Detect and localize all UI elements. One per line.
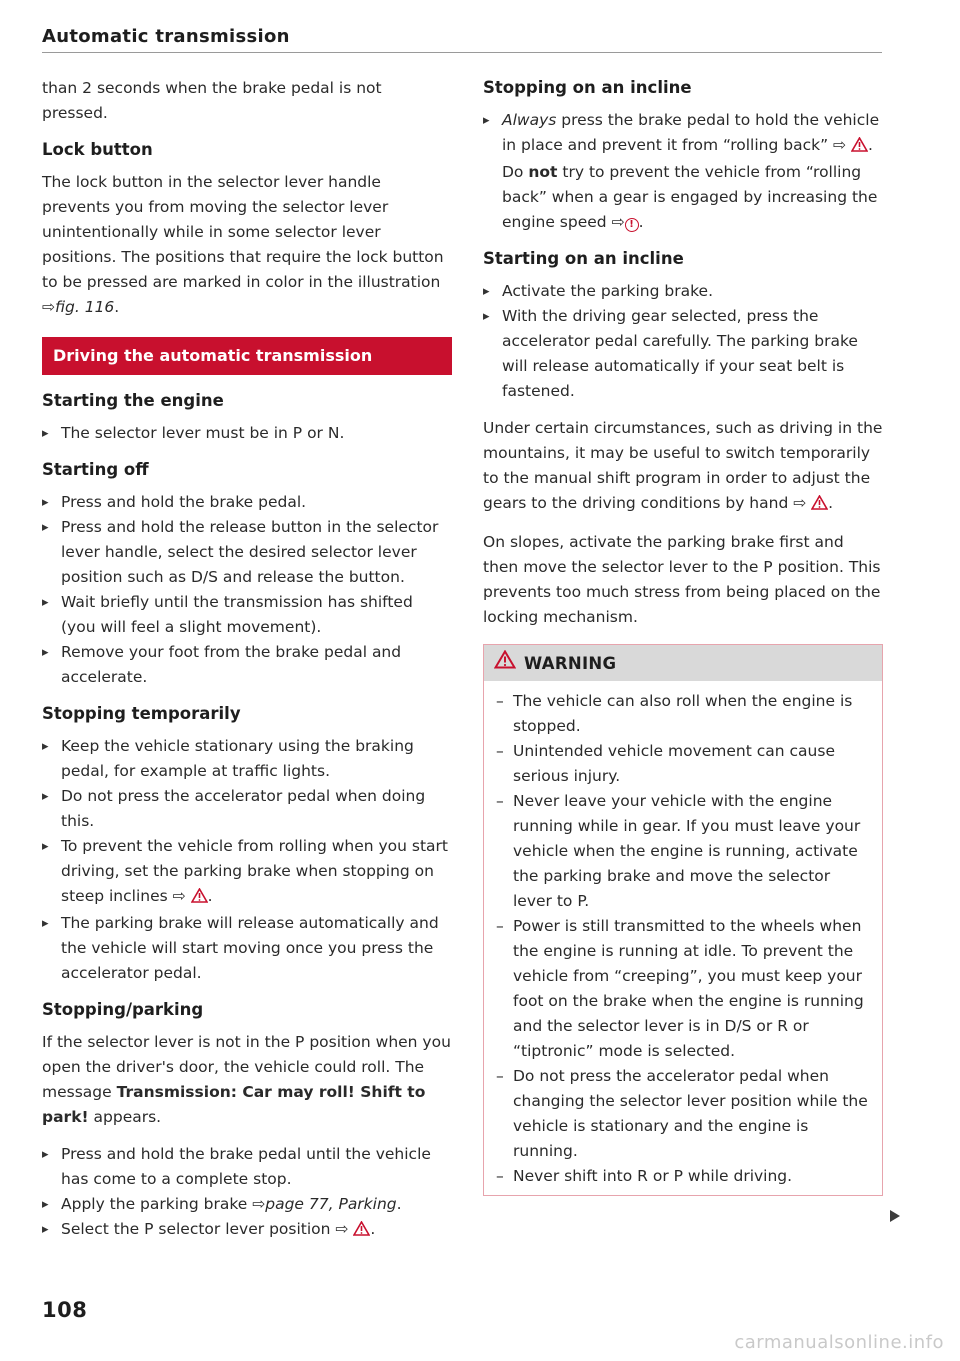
warning-item: – The vehicle can also roll when the engine is stopped. [496, 689, 868, 739]
warning-item: – Power is still transmitted to the wheels when the engine is running at idle. To prevent the vehicle from “creeping”, you must keep your foot on the brake when the engine is running and the selector lever is in D/S or R or “tiptronic” mode is selected. [496, 914, 868, 1064]
warning-triangle-icon[interactable] [851, 135, 868, 160]
stopping-temporarily-heading: Stopping temporarily [42, 704, 241, 723]
page-number: 108 [42, 1298, 88, 1322]
arrow-ref-icon: ⇨ [172, 887, 186, 905]
warning-header [484, 645, 882, 681]
list-item: ▸ Press and hold the brake pedal until the vehicle has come to a complete stop. [42, 1142, 452, 1192]
warning-item: – Unintended vehicle movement can cause serious injury. [496, 739, 868, 789]
list-item: ▸ Do not press the accelerator pedal when doing this. [42, 784, 452, 834]
warning-title: WARNING [524, 653, 617, 673]
arrow-ref-icon: ⇨ [252, 1195, 266, 1213]
starting-off-steps [42, 490, 452, 690]
stopping-temporarily-steps [42, 734, 452, 986]
figure-ref-link[interactable]: fig. 116 [55, 298, 115, 316]
caution-note-icon[interactable]: ! [625, 218, 639, 232]
warning-triangle-icon[interactable] [811, 493, 828, 518]
list-item: ▸ The parking brake will release automatically and the vehicle will start moving once you press the accelerator pedal. [42, 911, 452, 986]
list-item: ▸ Activate the parking brake. [483, 279, 883, 304]
warning-triangle-icon[interactable] [191, 886, 208, 911]
right-column [483, 76, 883, 1196]
starting-engine-heading: Starting the engine [42, 391, 224, 410]
warning-item: – Never leave your vehicle with the engine running while in gear. If you must leave your vehicle when the engine is running, activate the parking brake and move the selector lever to P. [496, 789, 868, 914]
warning-triangle-icon [494, 650, 516, 676]
arrow-ref-icon: ⇨ [793, 494, 807, 512]
incline-stop-heading: Stopping on an incline [483, 78, 692, 97]
section-title-bar: Driving the automatic transmission [42, 337, 452, 375]
arrow-ref-icon: ⇨ [833, 136, 847, 154]
stopping-parking-steps [42, 1142, 452, 1244]
left-column [42, 76, 452, 1256]
warning-box [483, 644, 883, 1196]
continue-arrow-icon [890, 1210, 900, 1222]
list-item: ▸ The selector lever must be in P or N. [42, 421, 452, 446]
arrow-ref-icon: ⇨ [611, 213, 625, 231]
intro-text: than 2 seconds when the brake pedal is not pressed. [42, 79, 382, 122]
list-item: ▸ Press and hold the brake pedal. [42, 490, 452, 515]
warning-list [484, 681, 882, 1195]
warning-item: – Never shift into R or P while driving. [496, 1164, 868, 1189]
warning-triangle-icon[interactable] [353, 1219, 370, 1244]
incline-start-steps [483, 279, 883, 404]
stopping-parking-heading: Stopping/parking [42, 1000, 204, 1019]
transmission-message: Transmission: Car may roll! Shift to park! [42, 1083, 426, 1126]
incline-stop-steps [483, 108, 883, 235]
manual-shift-paragraph: Under certain circumstances, such as driving in the mountains, it may be useful to switch temporarily to the manual shift program in order to adjust the gears to the driving conditions by hand ⇨ . [483, 416, 883, 518]
list-item: ▸ Apply the parking brake ⇨page 77, Parking. [42, 1192, 452, 1217]
starting-off-heading: Starting off [42, 460, 149, 479]
list-item: ▸ Wait briefly until the transmission has shifted (you will feel a slight movement). [42, 590, 452, 640]
list-item: ▸ Keep the vehicle stationary using the braking pedal, for example at traffic lights. [42, 734, 452, 784]
list-item: ▸ Select the P selector lever position ⇨ . [42, 1217, 452, 1244]
lock-button-heading: Lock button [42, 140, 153, 159]
running-header: Automatic transmission [42, 26, 290, 47]
arrow-ref-icon: ⇨ [42, 298, 55, 316]
warning-item: – Do not press the accelerator pedal when changing the selector lever position while the vehicle is stationary and the engine is running. [496, 1064, 868, 1164]
slopes-paragraph: On slopes, activate the parking brake first and then move the selector lever to the P position. This prevents too much stress from being placed on the locking mechanism. [483, 533, 881, 626]
starting-engine-steps [42, 421, 452, 446]
page-ref-link[interactable]: page 77, Parking [265, 1195, 397, 1213]
arrow-ref-icon: ⇨ [335, 1220, 349, 1238]
stopping-parking-text: If the selector lever is not in the P position when you open the driver's door, the vehicle could roll. The message Transmission: Car may roll! Shift to park! appears. [42, 1033, 451, 1126]
header-divider [42, 52, 882, 53]
list-item: ▸ Remove your foot from the brake pedal and accelerate. [42, 640, 452, 690]
incline-start-heading: Starting on an incline [483, 249, 684, 268]
list-item: ▸ Press and hold the release button in the selector lever handle, select the desired selector lever position such as D/S and release the button. [42, 515, 452, 590]
list-item: ▸ With the driving gear selected, press the accelerator pedal carefully. The parking brake will release automatically if your seat belt is fastened. [483, 304, 883, 404]
watermark: carmanualsonline.info [734, 1332, 944, 1353]
list-item: ▸ Always press the brake pedal to hold the vehicle in place and prevent it from “rolling back” ⇨ . Do not try to prevent the vehicle from “rolling back” when a gear is engaged by increasing the engine speed ⇨ ! . [483, 108, 883, 235]
lock-button-text: The lock button in the selector lever handle prevents you from moving the selector lever unintentionally while in some selector lever positions. The positions that require the lock button to be pressed are marked in color in the illustration ⇨fig. 116. [42, 173, 444, 316]
list-item: ▸ To prevent the vehicle from rolling when you start driving, set the parking brake when stopping on steep inclines ⇨ . [42, 834, 452, 911]
